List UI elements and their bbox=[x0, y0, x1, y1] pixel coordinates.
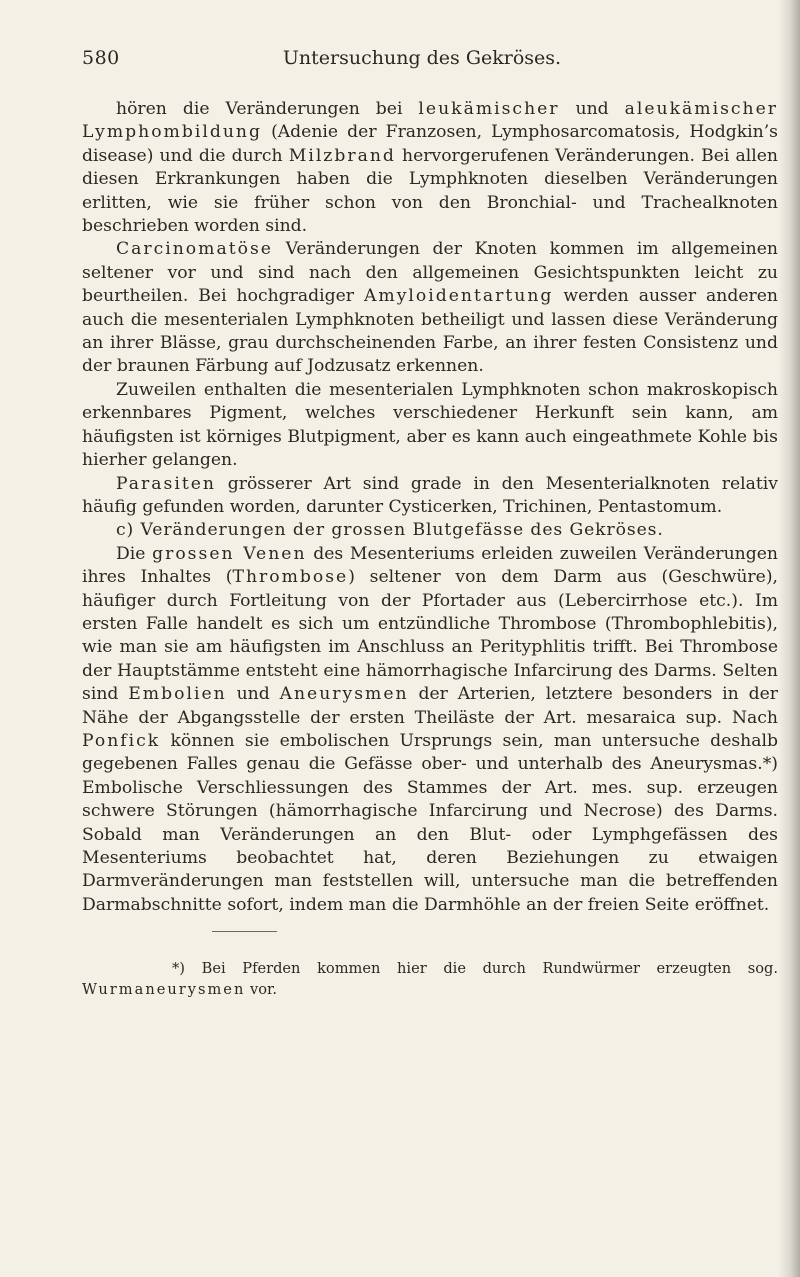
emphasis-parasites: Parasiten bbox=[116, 473, 216, 494]
emphasis-lymphoma: aleukämischer Lymphombildung bbox=[82, 99, 778, 143]
emphasis-amyloid: Amyloidentartung bbox=[364, 286, 554, 307]
page-number: 580 bbox=[82, 47, 120, 69]
paragraph-parasites: Parasiten grösserer Art sind grade in den Mesenterialknoten relativ häufig gefunden worden, darunter Cysticerken, Trichinen, Pentastomum. bbox=[82, 473, 778, 517]
emphasis-carcinoma: Carcinomatöse bbox=[116, 239, 273, 260]
paragraph-blood-vessels: Die grossen Venen des Mesenteriums erleiden zuweilen Veränderungen ihres Inhaltes (Thrombose) seltener von dem Darm aus (Geschwüre), häufiger durch Fortleitung von der Pfortader aus (Lebercirrhose etc.). Im ersten Falle handelt es sich um entzündliche Thrombose (Thrombophlebitis), wie man sie am häufigsten im Anschluss an Perityphlitis trifft. Bei Thrombose der Hauptstämme entsteht eine hämorrhagische Infarcirung des Darms. Selten sind Embolien und Aneurysmen der Arterien, letztere besonders in der Nähe der Abgangsstelle der ersten Theiläste der Art. mesaraica sup. Nach Ponfick können sie embolischen Ursprungs sein, man untersuche deshalb gegebenen Falles genau die Gefässe ober- und unterhalb des Aneurysmas.*) Embolische Verschliessungen des Stammes der Art. mes. sup. erzeugen schwere Störungen (hämorrhagische Infarcirung und Necrose) des Darms. Sobald man Veränderungen an den Blut- oder Lymphgefässen des Mesenteriums beobachtet hat, deren Beziehungen zu etwaigen Darmveränderungen man feststellen will, untersuche man die betreffenden Darmabschnitte sofort, indem man die Darmhöhle an der freien Seite eröffnet. bbox=[82, 543, 778, 915]
body-text bbox=[82, 98, 778, 917]
paragraph-pigment: Zuweilen enthalten die mesenterialen Lymphknoten schon makroskopisch erkennbares Pigment, welches verschiedener Herkunft sein kann, am häufigsten ist körniges Blutpigment, aber es kann auch eingeathmete Kohle bis hierher gelangen. bbox=[82, 379, 778, 471]
footnote-rule bbox=[212, 931, 277, 932]
section-title: Veränderungen der grossen Blutgefässe des Gekröses. bbox=[140, 520, 664, 541]
emphasis-thrombosis: Thrombose bbox=[232, 567, 349, 588]
emphasis-anthrax: Milzbrand bbox=[288, 145, 396, 166]
paragraph-lymphoma: hören die Veränderungen bei leukämischer und aleukämischer Lymphombildung (Adenie der Franzosen, Lymphosarcomatosis, Hodgkin’s disease) und die durch Milzbrand hervorgerufenen Veränderungen. Bei allen diesen Erkrankungen haben die Lymphknoten dieselben Veränderungen erlitten, wie sie früher schon von den Bronchial- und Trachealknoten beschrieben worden sind. bbox=[82, 99, 778, 237]
paragraph-carcinoma: Carcinomatöse Veränderungen der Knoten kommen im allgemeinen seltener vor und sind nach den allgemeinen Gesichtspunkten leicht zu beurtheilen. Bei hochgradiger Amyloidentartung werden ausser anderen auch die mesenterialen Lymphknoten betheiligt und lassen diese Veränderung an ihrer Blässe, grau durchscheinenden Farbe, an ihrer festen Consistenz und der braunen Färbung auf Jodzusatz erkennen. bbox=[82, 239, 778, 377]
running-title: Untersuchung des Gekröses. bbox=[282, 47, 562, 69]
emphasis-veins: grossen Venen bbox=[152, 543, 307, 564]
footnote: *) Bei Pferden kommen hier die durch Rundwürmer erzeugten sog. Wurmaneurysmen vor. bbox=[82, 959, 778, 998]
page-header bbox=[82, 47, 722, 75]
emphasis-embolism: Embolien bbox=[128, 684, 227, 705]
section-label: c) bbox=[116, 520, 135, 541]
emphasis-leukaemic: leukämischer bbox=[418, 99, 560, 119]
emphasis-aneurysm: Aneurysmen bbox=[279, 684, 409, 705]
emphasis-worm-aneurysm: Wurmaneurysmen bbox=[82, 980, 246, 998]
emphasis-ponfick: Ponfick bbox=[82, 730, 161, 751]
section-heading bbox=[82, 519, 778, 542]
page-edge-shadow bbox=[778, 0, 800, 1277]
